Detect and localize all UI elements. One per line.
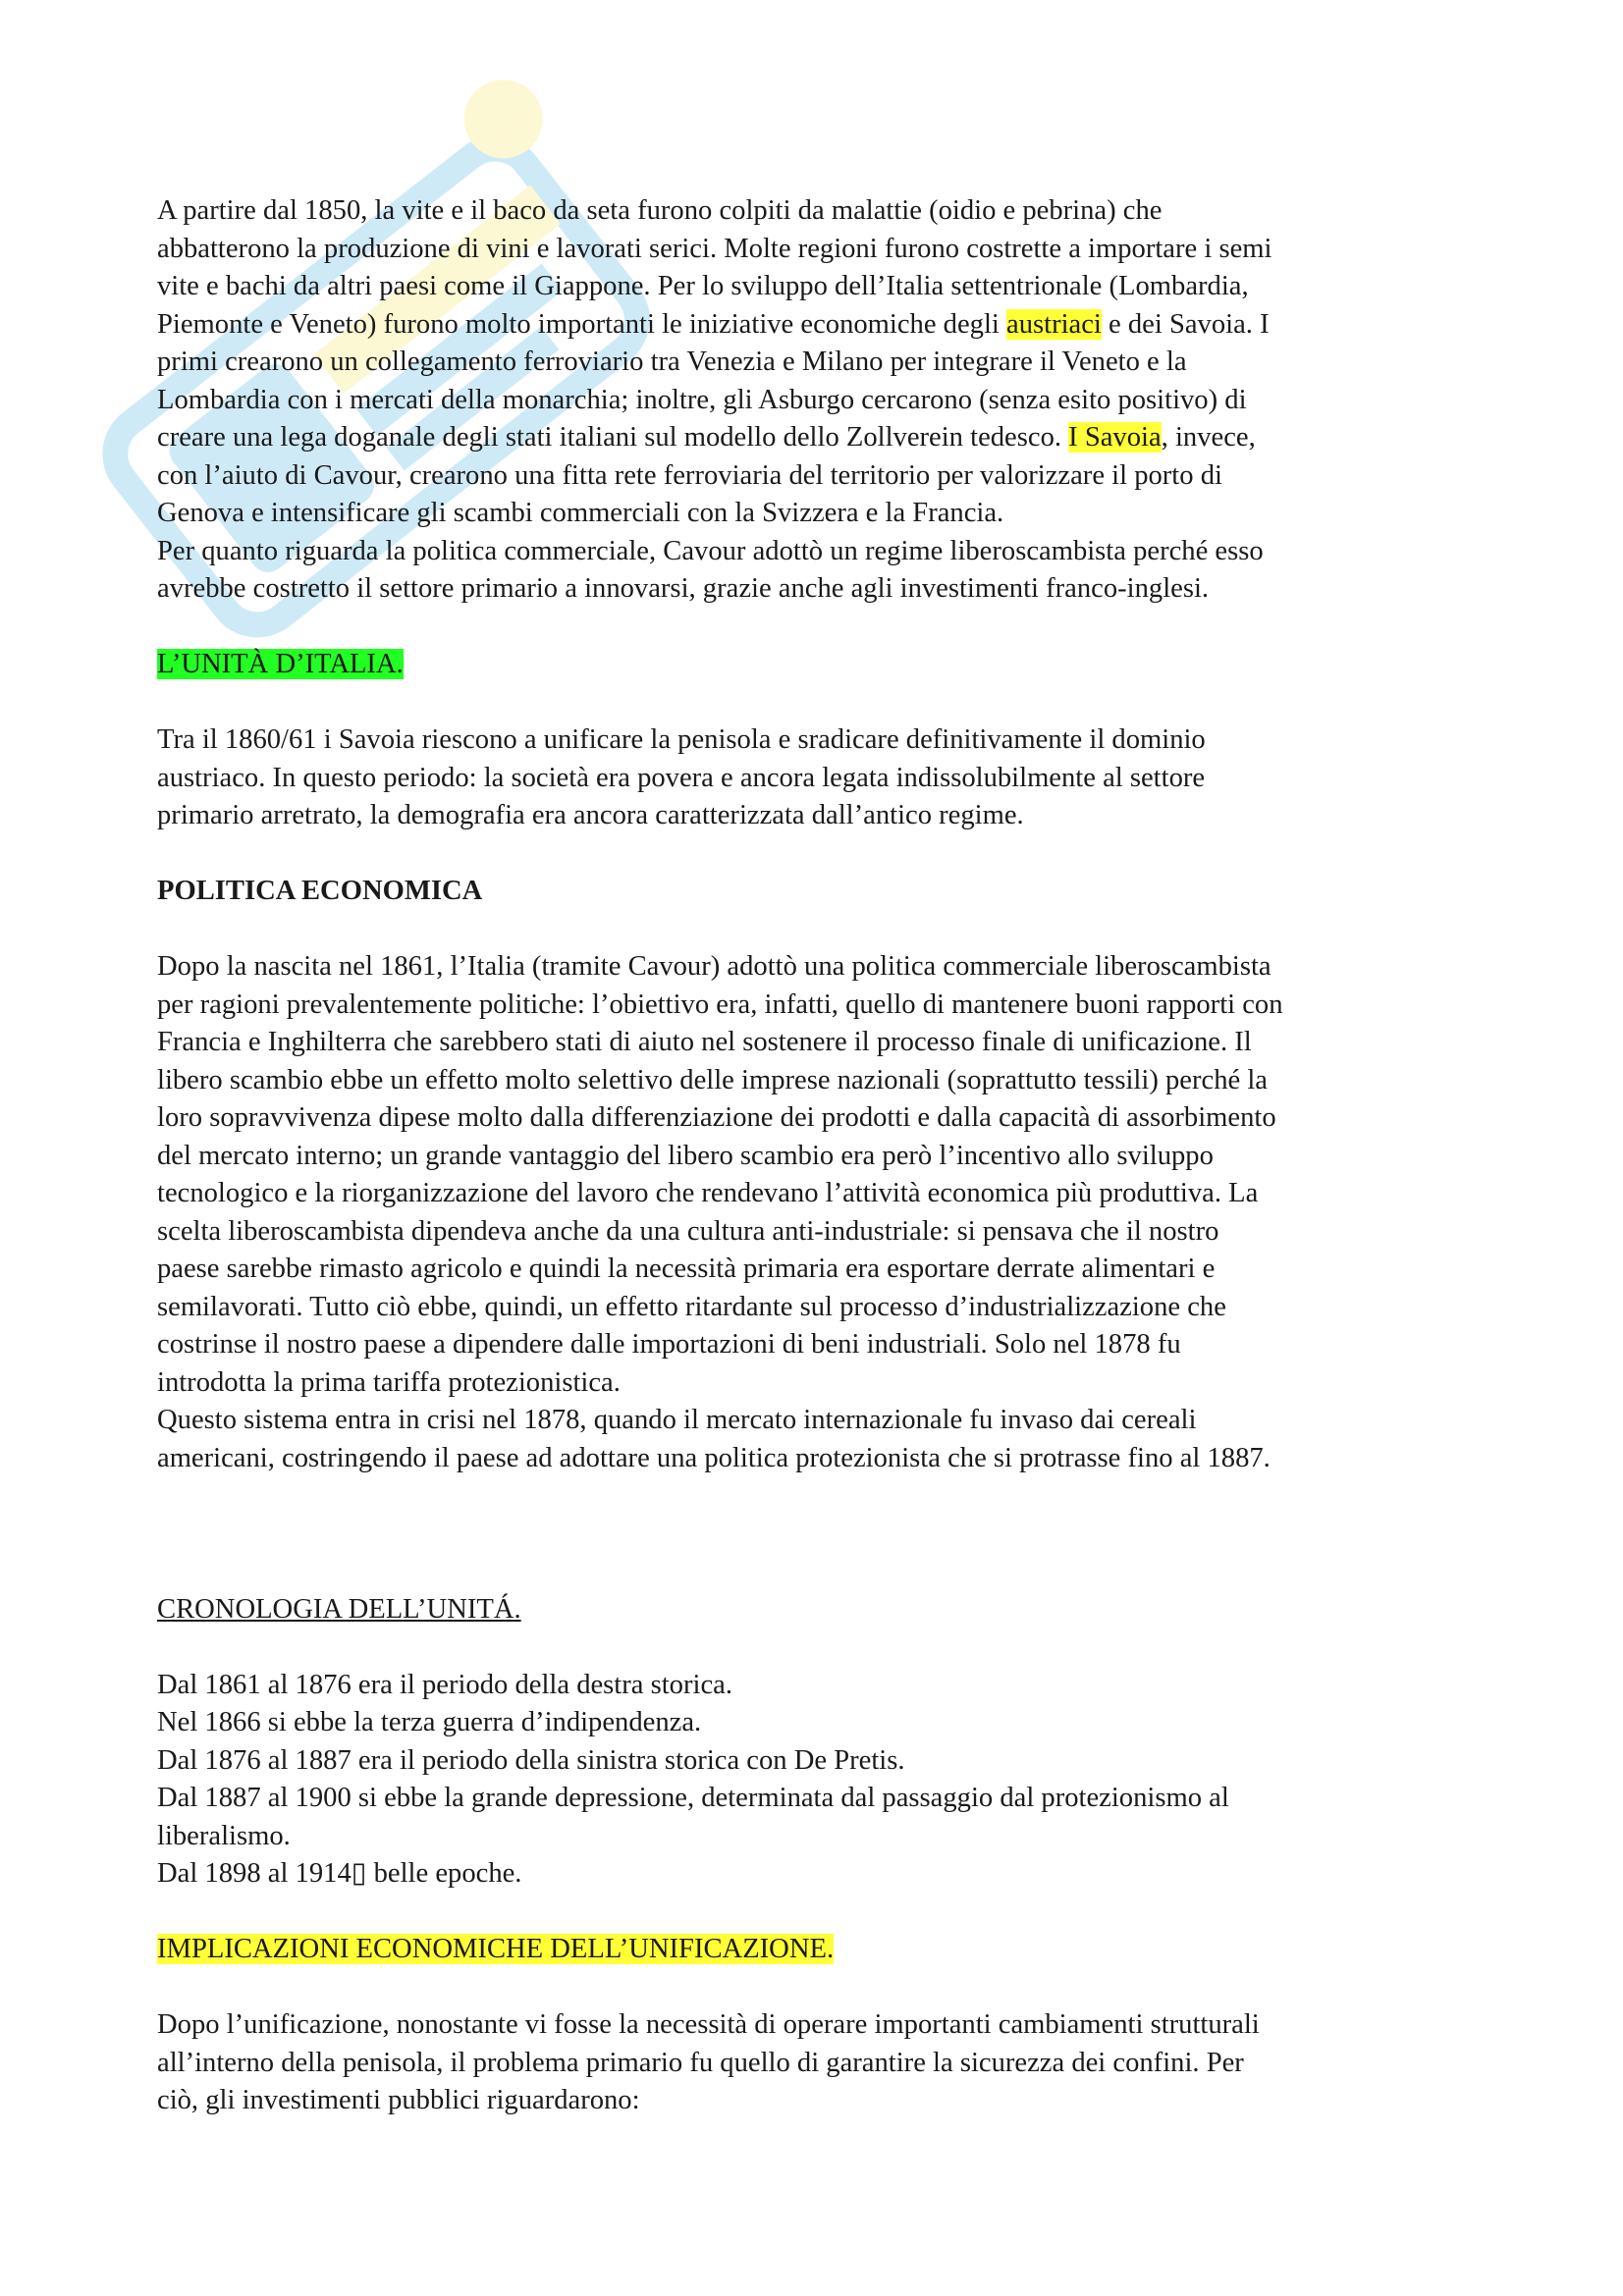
text-line: Dal 1898 al 1914▯ belle epoche. xyxy=(157,1858,522,1889)
text-span: e dei Savoia. I xyxy=(1101,308,1270,340)
text-line: avrebbe costretto il settore primario a innovarsi, grazie anche agli investimenti franco-inglesi. xyxy=(157,573,1210,604)
text-line: Questo sistema entra in crisi nel 1878, quando il mercato internazionale fu invaso dai cereali xyxy=(157,1405,1197,1435)
text-line: Dal 1876 al 1887 era il periodo della sinistra storica con De Pretis. xyxy=(157,1744,905,1776)
text-line: semilavorati. Tutto ciò ebbe, quindi, un effetto ritardante sul processo d’industrializzazione che xyxy=(157,1291,1226,1322)
paragraph-cronologia xyxy=(157,1667,1492,1894)
paragraph-vite-seta xyxy=(157,192,1492,609)
highlight-savoia: I Savoia xyxy=(1068,422,1162,453)
text-line: vite e bachi da altri paesi come il Giappone. Per lo sviluppo dell’Italia settentrionale (Lombardia, xyxy=(157,271,1249,301)
text-line xyxy=(157,306,1492,345)
text-line: Francia e Inghilterra che sarebbero stati di aiuto nel sostenere il processo finale di unificazione. Il xyxy=(157,1027,1252,1057)
heading-politica-economica: POLITICA ECONOMICA xyxy=(157,876,483,906)
text-line: Nel 1866 si ebbe la terza guerra d’indipendenza. xyxy=(157,1707,702,1737)
text-line: scelta liberoscambista dipendeva anche da una cultura anti-industriale: si pensava che il nostro xyxy=(157,1215,1219,1247)
text-line xyxy=(157,419,1492,457)
text-span: , invece, xyxy=(1161,422,1256,453)
text-line: austriaco. In questo periodo: la società era povera e ancora legata indissolubilmente al settore xyxy=(157,762,1206,793)
text-span: creare una lega doganale degli stati italiani sul modello dello Zollverein tedesco. xyxy=(157,422,1069,453)
text-line: Genova e intensificare gli scambi commerciali con la Svizzera e la Francia. xyxy=(157,498,1004,528)
document-page xyxy=(157,192,1492,2120)
text-line: A partire dal 1850, la vite e il baco da seta furono colpiti da malattie (oidio e pebrina) che xyxy=(157,195,1163,226)
highlight-austriaci: austriaci xyxy=(1006,308,1102,340)
paragraph-unificazione xyxy=(157,721,1492,835)
text-span: Piemonte e Veneto) furono molto importanti le iniziative economiche degli xyxy=(157,308,1007,340)
text-line: Per quanto riguarda la politica commerciale, Cavour adottò un regime liberoscambista perché esso xyxy=(157,535,1264,566)
text-line: ciò, gli investimenti pubblici riguardarono: xyxy=(157,2085,640,2115)
paragraph-politica-economica xyxy=(157,948,1492,1477)
heading-cronologia: CRONOLOGIA DELL’UNITÁ. xyxy=(157,1593,521,1625)
text-line: primi crearono un collegamento ferroviario tra Venezia e Milano per integrare il Veneto e la xyxy=(157,347,1187,377)
text-line: costrinse il nostro paese a dipendere dalle importazioni di beni industriali. Solo nel 1878 fu xyxy=(157,1329,1181,1360)
text-line: primario arretrato, la demografia era ancora caratterizzata dall’antico regime. xyxy=(157,800,1024,830)
text-line: americani, costringendo il paese ad adottare una politica protezionista che si protrasse fino al 1887. xyxy=(157,1442,1271,1473)
text-line: introdotta la prima tariffa protezionistica. xyxy=(157,1366,621,1398)
text-line: Dopo la nascita nel 1861, l’Italia (tramite Cavour) adottò una politica commerciale liberoscambista xyxy=(157,951,1271,982)
text-line: abbatterono la produzione di vini e lavorati serici. Molte regioni furono costrette a importare i semi xyxy=(157,233,1272,264)
text-line: Dal 1861 al 1876 era il periodo della destra storica. xyxy=(157,1669,732,1700)
heading-implicazioni xyxy=(157,1931,1492,1969)
text-line: con l’aiuto di Cavour, crearono una fitta rete ferroviaria del territorio per valorizzare il porto di xyxy=(157,459,1222,491)
text-line: Lombardia con i mercati della monarchia; inoltre, gli Asburgo cercarono (senza esito positivo) di xyxy=(157,384,1247,415)
text-line: loro sopravvivenza dipese molto dalla differenziazione dei prodotti e dalla capacità di assorbimento xyxy=(157,1102,1276,1133)
heading-unita-text: L’UNITÀ D’ITALIA. xyxy=(157,649,404,679)
heading-unita xyxy=(157,646,1492,684)
text-line: Dal 1887 al 1900 si ebbe la grande depressione, determinata dal passaggio dal protezionismo al xyxy=(157,1783,1229,1813)
text-line: Dopo l’unificazione, nonostante vi fosse la necessità di operare importanti cambiamenti strutturali xyxy=(157,2009,1260,2040)
heading-implicazioni-text: IMPLICAZIONI ECONOMICHE DELL’UNIFICAZIONE. xyxy=(157,1934,835,1964)
text-line: libero scambio ebbe un effetto molto selettivo delle imprese nazionali (soprattutto tessili) perché la xyxy=(157,1064,1268,1095)
text-line: Tra il 1860/61 i Savoia riescono a unificare la penisola e sradicare definitivamente il dominio xyxy=(157,724,1206,755)
text-line: tecnologico e la riorganizzazione del lavoro che rendevano l’attività economica più produttiva. La xyxy=(157,1178,1259,1208)
paragraph-implicazioni xyxy=(157,2006,1492,2120)
text-line: per ragioni prevalentemente politiche: l’obiettivo era, infatti, quello di mantenere buoni rapporti con xyxy=(157,988,1283,1020)
text-line: all’interno della penisola, il problema primario fu quello di garantire la sicurezza dei confini. Per xyxy=(157,2047,1244,2078)
text-line: liberalismo. xyxy=(157,1820,291,1851)
text-line: del mercato interno; un grande vantaggio del libero scambio era però l’incentivo allo sviluppo xyxy=(157,1140,1214,1171)
text-line: paese sarebbe rimasto agricolo e quindi la necessità primaria era esportare derrate alimentari e xyxy=(157,1254,1216,1284)
